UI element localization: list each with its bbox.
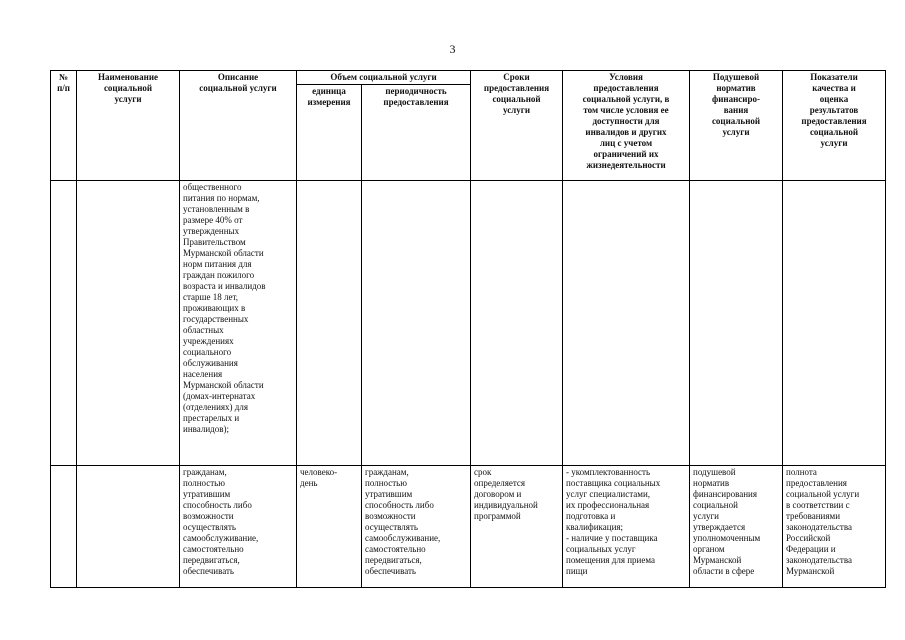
- cell-norm: [690, 181, 783, 466]
- cell-conditions: [563, 181, 690, 466]
- header-conditions: Условия предоставления социальной услуги, в том числе условия ее доступности для инвалидов и других лиц с учетом ограничений их жизнедеятельности: [563, 71, 690, 181]
- cell-terms: [471, 181, 563, 466]
- cell-name: [77, 181, 180, 466]
- cell-quality: полнота предоставления социальной услуги в соответствии с требованиями законодательства Российской Федерации и законодательства Мурманской: [783, 466, 886, 588]
- header-row: [51, 71, 886, 85]
- header-service-description: Описание социальной услуги: [180, 71, 297, 181]
- social-services-table: [50, 70, 886, 588]
- page-number: 3: [449, 42, 456, 56]
- table-row: [51, 181, 886, 466]
- header-service-name: Наименование социальной услуги: [77, 71, 180, 181]
- header-terms: Сроки предоставления социальной услуги: [471, 71, 563, 181]
- cell-num: [51, 181, 77, 466]
- cell-frequency: гражданам, полностью утратившим способность либо возможности осуществлять самообслуживание, самостоятельно передвигаться, обеспечивать: [362, 466, 471, 588]
- header-funding-norm: Подушевой норматив финансиро- вания социальной услуги: [690, 71, 783, 181]
- cell-frequency: [362, 181, 471, 466]
- cell-quality: [783, 181, 886, 466]
- table-row: [51, 466, 886, 588]
- cell-unit: [297, 181, 362, 466]
- header-unit: единица измерения: [297, 85, 362, 181]
- cell-description: гражданам, полностью утратившим способность либо возможности осуществлять самообслуживание, самостоятельно передвигаться, обеспечивать: [180, 466, 297, 588]
- cell-description: общественного питания по нормам, установленным в размере 40% от утвержденных Правительством Мурманской области норм питания для граждан пожилого возраста и инвалидов старше 18 лет, проживающих в государственных областных учреждениях социального обслуживания населения Мурманской области (домах-интернатах (отделениях) для престарелых и инвалидов);: [180, 181, 297, 466]
- header-frequency: периодичность предоставления: [362, 85, 471, 181]
- cell-unit: человеко- день: [297, 466, 362, 588]
- header-service-volume: Объем социальной услуги: [297, 71, 471, 85]
- cell-norm: подушевой норматив финансирования социальной услуги утверждается уполномоченным органом Мурманской области в сфере: [690, 466, 783, 588]
- header-num: № п/п: [51, 71, 77, 181]
- cell-conditions: - укомплектованность поставщика социальных услуг специалистами, их профессиональная подготовка и квалификация; - наличие у поставщика социальных услуг помещения для приема пищи: [563, 466, 690, 588]
- cell-terms: срок определяется договором и индивидуальной программой: [471, 466, 563, 588]
- cell-name: [77, 466, 180, 588]
- header-quality-indicators: Показатели качества и оценка результатов предоставления социальной услуги: [783, 71, 886, 181]
- cell-num: [51, 466, 77, 588]
